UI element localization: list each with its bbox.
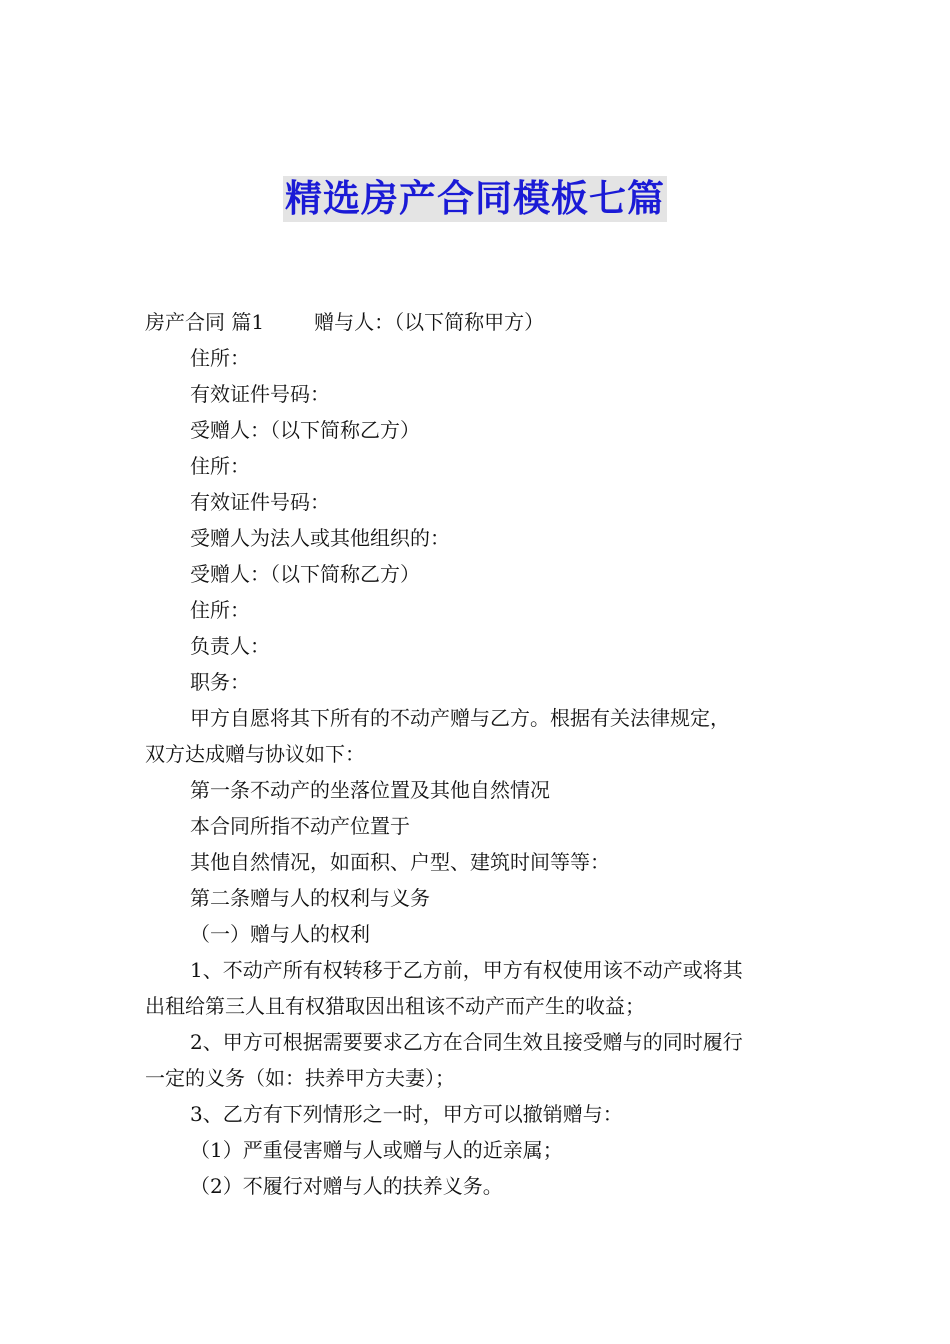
title-container [0,176,950,222]
paragraph-line: 受赠人：（以下简称乙方） [190,418,420,442]
paragraph-line: 住所： [190,346,250,370]
paragraph-line: 一定的义务（如：扶养甲方夫妻）； [145,1066,455,1090]
paragraph-line: 1、不动产所有权转移于乙方前，甲方有权使用该不动产或将其 [190,958,743,982]
paragraph-line: 受赠人为法人或其他组织的： [190,526,450,550]
document-body [145,304,809,1204]
donor-label: 赠与人：（以下简称甲方） [314,310,545,334]
paragraph-line: （2）不履行对赠与人的扶养义务。 [190,1174,503,1198]
paragraph-line: 第二条赠与人的权利与义务 [190,886,430,910]
paragraph-line: 负责人： [190,634,270,658]
paragraph-line: 2、甲方可根据需要要求乙方在合同生效且接受赠与的同时履行 [190,1030,743,1054]
paragraph-line: 双方达成赠与协议如下： [145,742,365,766]
section-label: 房产合同 篇1 [145,310,265,334]
paragraph-line: 住所： [190,454,250,478]
document-title: 精选房产合同模板七篇 [285,177,665,220]
paragraph-line: 有效证件号码： [190,490,330,514]
paragraph-line: 有效证件号码： [190,382,330,406]
paragraph-line: 住所： [190,598,250,622]
paragraph-line: （1）严重侵害赠与人或赠与人的近亲属； [190,1138,563,1162]
paragraph-line: 3、乙方有下列情形之一时，甲方可以撤销赠与： [190,1102,623,1126]
paragraph-line: 其他自然情况，如面积、户型、建筑时间等等： [190,850,610,874]
paragraph-line: 职务： [190,670,250,694]
paragraph-line: 出租给第三人且有权猎取因出租该不动产而产生的收益； [145,994,645,1018]
paragraph-line: 甲方自愿将其下所有的不动产赠与乙方。根据有关法律规定， [190,706,730,730]
paragraph-line: 受赠人：（以下简称乙方） [190,562,420,586]
paragraph-line: 第一条不动产的坐落位置及其他自然情况 [190,778,550,802]
first-paragraph-line [145,304,809,340]
paragraph-line: （一）赠与人的权利 [190,922,370,946]
paragraph-line: 本合同所指不动产位置于 [190,814,410,838]
